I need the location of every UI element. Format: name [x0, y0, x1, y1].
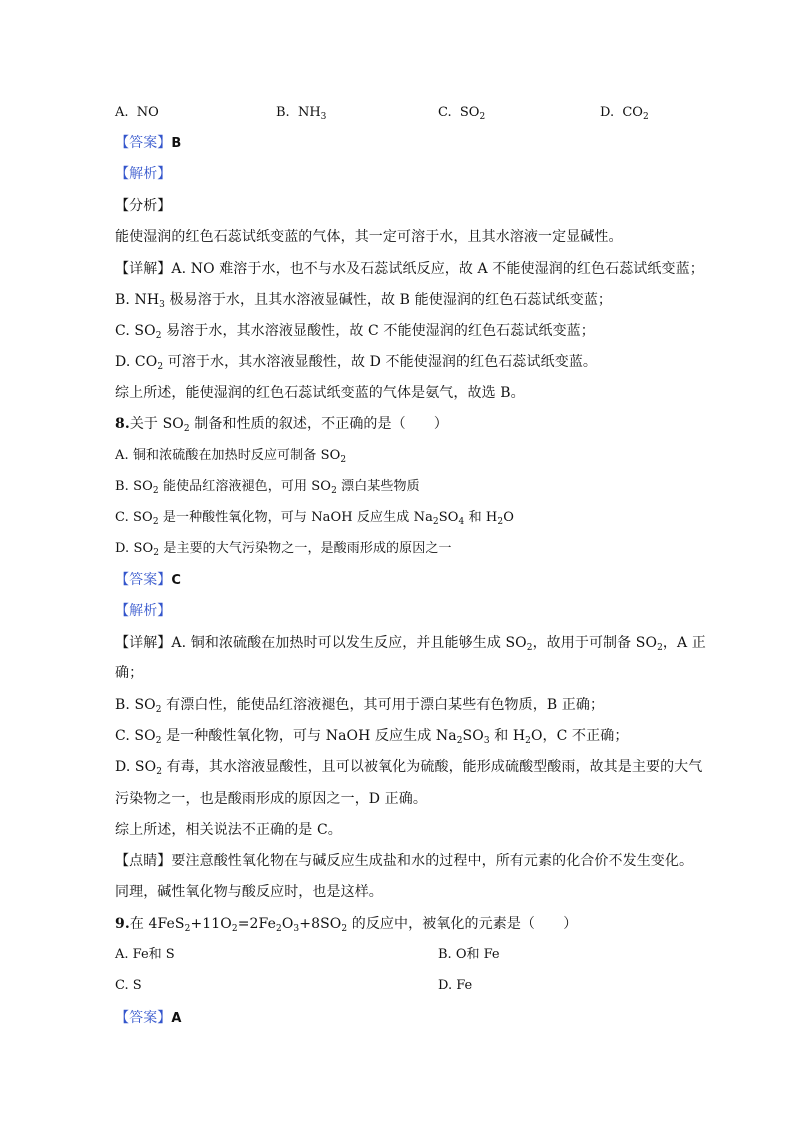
- option-letter: B.: [276, 105, 290, 120]
- subscript: 3: [293, 924, 300, 934]
- text-part: SO: [462, 728, 484, 744]
- fenxi-tag: 【分析】: [115, 198, 172, 214]
- q8-summary: 综上所述，相关说法不正确的是 C。: [115, 822, 342, 838]
- q7-option-c: [438, 103, 485, 123]
- q9-option-c: C. S: [115, 978, 142, 993]
- subscript: 3: [483, 736, 490, 746]
- q8-stem: [115, 414, 448, 434]
- text-part: 制备和性质的叙述，不正确的是（ ）: [189, 416, 449, 432]
- q9-option-a: A. Fe和 S: [115, 947, 175, 962]
- detail-text: A. NO 难溶于水，也不与水及石蕊试纸反应，故 A 不能使湿润的红色石蕊试纸变蓝；: [171, 261, 704, 277]
- q8-detail-d-cont: 污染物之一，也是酸雨形成的原因之一，D 正确。: [115, 791, 427, 807]
- q7-fenxi-heading: [115, 196, 171, 216]
- q8-option-a: [115, 446, 346, 466]
- text-part: 是一种酸性氧化物，可与 NaOH 反应生成 Na: [158, 510, 433, 525]
- q9-option-b: B. O和 Fe: [438, 947, 500, 962]
- q8-dianjing-cont: 同理，碱性氧化物与酸反应时，也是这样。: [115, 884, 383, 900]
- subscript: 2: [657, 643, 663, 653]
- question-number: 8.: [115, 416, 130, 432]
- q7-detail-d: [115, 352, 597, 372]
- subscript: 2: [340, 455, 347, 465]
- q7-summary: 综上所述，能使湿润的红色石蕊试纸变蓝的气体是氨气，故选 B。: [115, 385, 525, 401]
- subscript: 2: [184, 924, 191, 934]
- q7-option-b: [276, 103, 326, 123]
- text-part: A. 铜和浓硫酸在加热时可以发生反应，并且能够生成 SO: [171, 635, 527, 651]
- q7-detail-a: [115, 259, 704, 279]
- q8-detail-a: [115, 633, 706, 653]
- text-part: B. NH: [115, 292, 160, 308]
- text-part: C. SO: [115, 728, 156, 744]
- q8-detail-b: [115, 695, 604, 715]
- text-part: 可溶于水，其水溶液显酸性，故 D 不能使湿润的红色石蕊试纸变蓝。: [163, 354, 598, 370]
- text-part: A. 铜和浓硫酸在加热时反应可制备 SO: [115, 448, 341, 463]
- q9-answer: [115, 1008, 182, 1029]
- dianjing-tag: 【点睛】: [115, 853, 172, 869]
- q9-stem: [115, 914, 577, 934]
- q7-detail-b: [115, 290, 612, 310]
- subscript: 2: [479, 112, 486, 122]
- q9-option-d: D. Fe: [438, 978, 473, 993]
- option-text: SO: [459, 105, 480, 120]
- text-part: 有漂白性，能使品红溶液褪色，其可用于漂白某些有色物质，B 正确；: [161, 697, 605, 713]
- answer-value: A: [171, 1011, 182, 1026]
- q8-dianjing: [115, 851, 693, 871]
- answer-value: C: [171, 573, 182, 588]
- q8-detail-a-cont: 确；: [115, 665, 144, 681]
- text-part: =2Fe: [237, 916, 276, 932]
- text-part: B. SO: [115, 697, 156, 713]
- answer-value: B: [171, 136, 182, 151]
- subscript: 2: [157, 362, 164, 372]
- text-part: 的反应中，被氧化的元素是（ ）: [347, 916, 578, 932]
- text-part: 极易溶于水，且其水溶液显碱性，故 B 能使湿润的红色石蕊试纸变蓝；: [164, 292, 613, 308]
- text-part: 是主要的大气污染物之一，是酸雨形成的原因之一: [159, 541, 452, 556]
- text-part: 关于 SO: [129, 416, 184, 432]
- text-part: 在 4FeS: [129, 916, 185, 932]
- text-part: SO: [438, 510, 459, 525]
- text-part: D. SO: [115, 541, 154, 556]
- q7-fenxi-text: 能使湿润的红色石蕊试纸变蓝的气体，其一定可溶于水，且其水溶液一定显碱性。: [115, 229, 623, 245]
- text-part: O，C 不正确；: [530, 728, 629, 744]
- text-part: 能使品红溶液褪色，可用 SO: [158, 479, 332, 494]
- text-part: 漂白某些物质: [336, 479, 420, 494]
- question-number: 9.: [115, 916, 130, 932]
- subscript: 2: [525, 736, 531, 746]
- detail-tag: 【详解】: [115, 261, 172, 277]
- subscript: 2: [497, 517, 504, 527]
- subscript: 2: [155, 705, 162, 715]
- dianjing-text: 要注意酸性氧化物在与碱反应生成盐和水的过程中，所有元素的化合价不发生变化。: [171, 853, 694, 869]
- q8-answer: [115, 570, 181, 591]
- subscript: 2: [341, 924, 348, 934]
- answer-tag: 【答案】: [115, 135, 172, 151]
- option-text: NO: [136, 105, 159, 120]
- text-part: 和 H: [464, 510, 498, 525]
- analysis-tag: 【解析】: [115, 166, 172, 182]
- subscript: 2: [331, 486, 337, 496]
- text-part: B. SO: [115, 479, 153, 494]
- analysis-tag: 【解析】: [115, 603, 172, 619]
- text-part: +8SO: [299, 916, 342, 932]
- option-letter: A.: [115, 105, 129, 120]
- subscript: 3: [159, 300, 165, 310]
- subscript: 2: [153, 548, 160, 558]
- subscript: 2: [155, 331, 162, 341]
- text-part: C. SO: [115, 323, 156, 339]
- subscript: 2: [183, 424, 190, 434]
- text-part: C. SO: [115, 510, 153, 525]
- text-part: O: [503, 510, 514, 525]
- text-part: 有毒，其水溶液显酸性，且可以被氧化为硫酸，能形成硫酸型酸雨，故其是主要的大气: [162, 759, 703, 775]
- subscript: 2: [156, 767, 163, 777]
- subscript: 2: [642, 112, 649, 122]
- text-part: D. SO: [115, 759, 157, 775]
- option-text: CO: [622, 105, 643, 120]
- q8-analysis-heading: [115, 601, 171, 621]
- option-text: NH: [297, 105, 321, 120]
- answer-tag: 【答案】: [115, 572, 172, 588]
- q7-option-a: [115, 103, 159, 123]
- subscript: 2: [152, 517, 159, 527]
- q8-option-d: [115, 539, 452, 559]
- q8-detail-c: [115, 726, 628, 746]
- text-part: 是一种酸性氧化物，可与 NaOH 反应生成 Na: [161, 728, 457, 744]
- answer-tag: 【答案】: [115, 1010, 172, 1026]
- subscript: 2: [155, 736, 162, 746]
- detail-tag: 【详解】: [115, 635, 172, 651]
- q7-answer: [115, 133, 181, 154]
- text-part: ，A 正: [662, 635, 706, 651]
- text-part: 易溶于水，其水溶液显酸性，故 C 不能使湿润的红色石蕊试纸变蓝；: [161, 323, 595, 339]
- q7-option-d: [600, 103, 649, 123]
- option-letter: C.: [438, 105, 452, 120]
- q7-detail-c: [115, 321, 595, 341]
- subscript: 2: [456, 736, 463, 746]
- subscript: 2: [152, 486, 159, 496]
- text-part: D. CO: [115, 354, 158, 370]
- option-letter: D.: [600, 105, 615, 120]
- subscript: 4: [458, 517, 465, 527]
- q8-option-b: [115, 477, 420, 497]
- q8-detail-d: [115, 757, 702, 777]
- subscript: 3: [320, 112, 327, 122]
- q7-analysis-heading: [115, 164, 171, 184]
- text-part: 和 H: [489, 728, 526, 744]
- text-part: ，故用于可制备 SO: [532, 635, 658, 651]
- q8-option-c: [115, 508, 514, 528]
- subscript: 2: [432, 517, 439, 527]
- text-part: +11O: [190, 916, 232, 932]
- subscript: 2: [276, 924, 282, 934]
- subscript: 2: [231, 924, 238, 934]
- subscript: 2: [526, 643, 533, 653]
- text-part: O: [281, 916, 294, 932]
